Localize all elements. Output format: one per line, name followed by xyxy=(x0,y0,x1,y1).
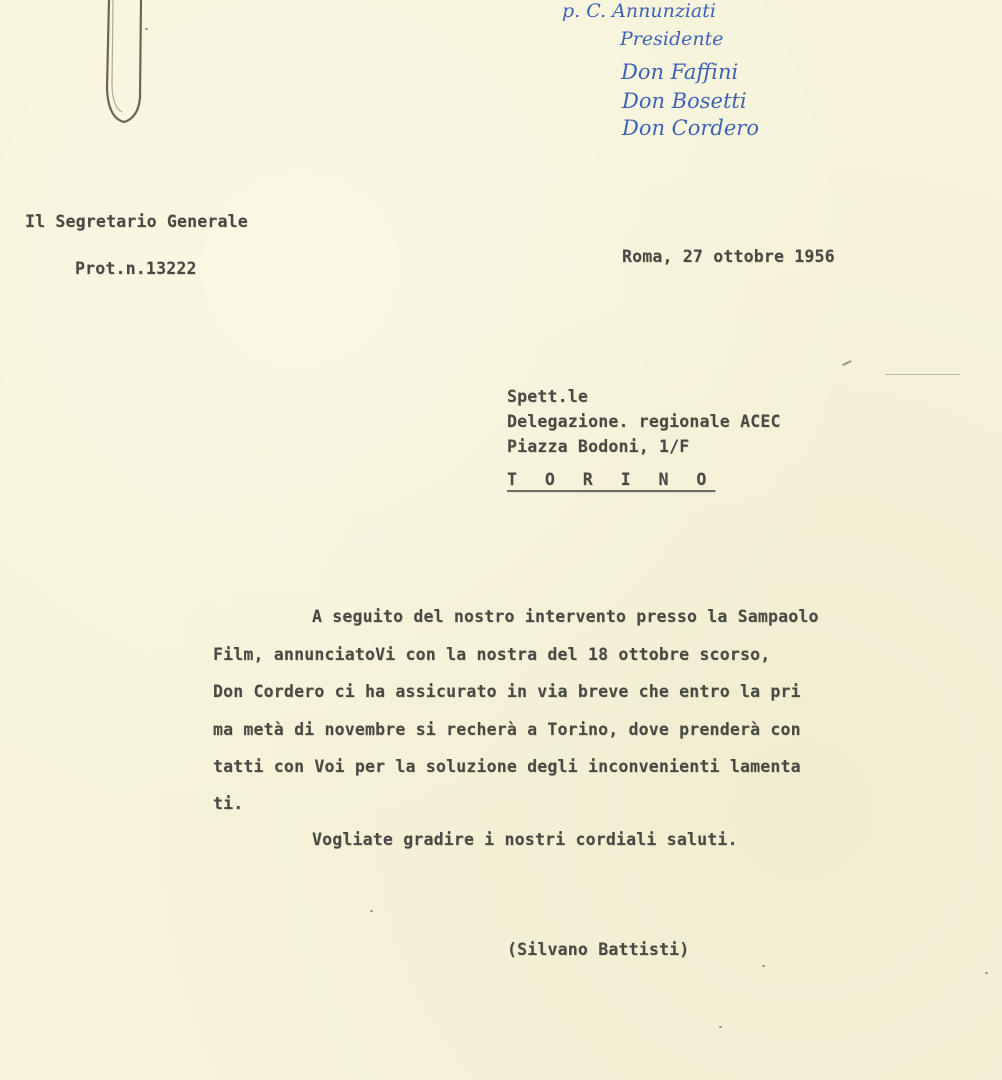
body-line-2: Film, annunciatoVi con la nostra del 18 ottobre scorso, xyxy=(213,645,771,664)
handwritten-don-faffini: Don Faffini xyxy=(621,60,739,84)
body-line-1: A seguito del nostro intervento presso la Sampaolo xyxy=(312,607,819,626)
handwritten-don-cordero: Don Cordero xyxy=(622,116,759,140)
ink-speck xyxy=(885,374,960,375)
protocol-number: Prot.n.13222 xyxy=(75,259,197,278)
ink-speck xyxy=(762,965,765,967)
closing-line: Vogliate gradire i nostri cordiali saluti. xyxy=(312,830,738,849)
recipient-city: T O R I N O xyxy=(507,470,716,489)
sender-title: Il Segretario Generale xyxy=(25,212,248,231)
recipient-address: Piazza Bodoni, 1/F xyxy=(507,437,690,456)
staple-mark xyxy=(104,0,144,128)
handwritten-cc-line: p. C. Annunziati xyxy=(562,0,716,22)
ink-speck xyxy=(370,910,373,912)
body-line-3: Don Cordero ci ha assicurato in via breve che entro la pri xyxy=(213,682,801,701)
signature-name: (Silvano Battisti) xyxy=(507,940,690,959)
body-line-4: ma metà di novembre si recherà a Torino, dove prenderà con xyxy=(213,720,801,739)
ink-speck xyxy=(985,972,988,974)
ink-speck xyxy=(719,1026,722,1028)
recipient-organization: Delegazione. regionale ACEC xyxy=(507,412,781,431)
body-line-5: tatti con Voi per la soluzione degli inconvenienti lamenta xyxy=(213,757,801,776)
handwritten-don-bosetti: Don Bosetti xyxy=(622,89,747,113)
handwritten-president-line: Presidente xyxy=(620,28,724,50)
ink-speck xyxy=(145,28,148,30)
place-date: Roma, 27 ottobre 1956 xyxy=(622,247,835,266)
recipient-salutation: Spett.le xyxy=(507,387,589,406)
body-line-6: ti. xyxy=(213,794,244,813)
